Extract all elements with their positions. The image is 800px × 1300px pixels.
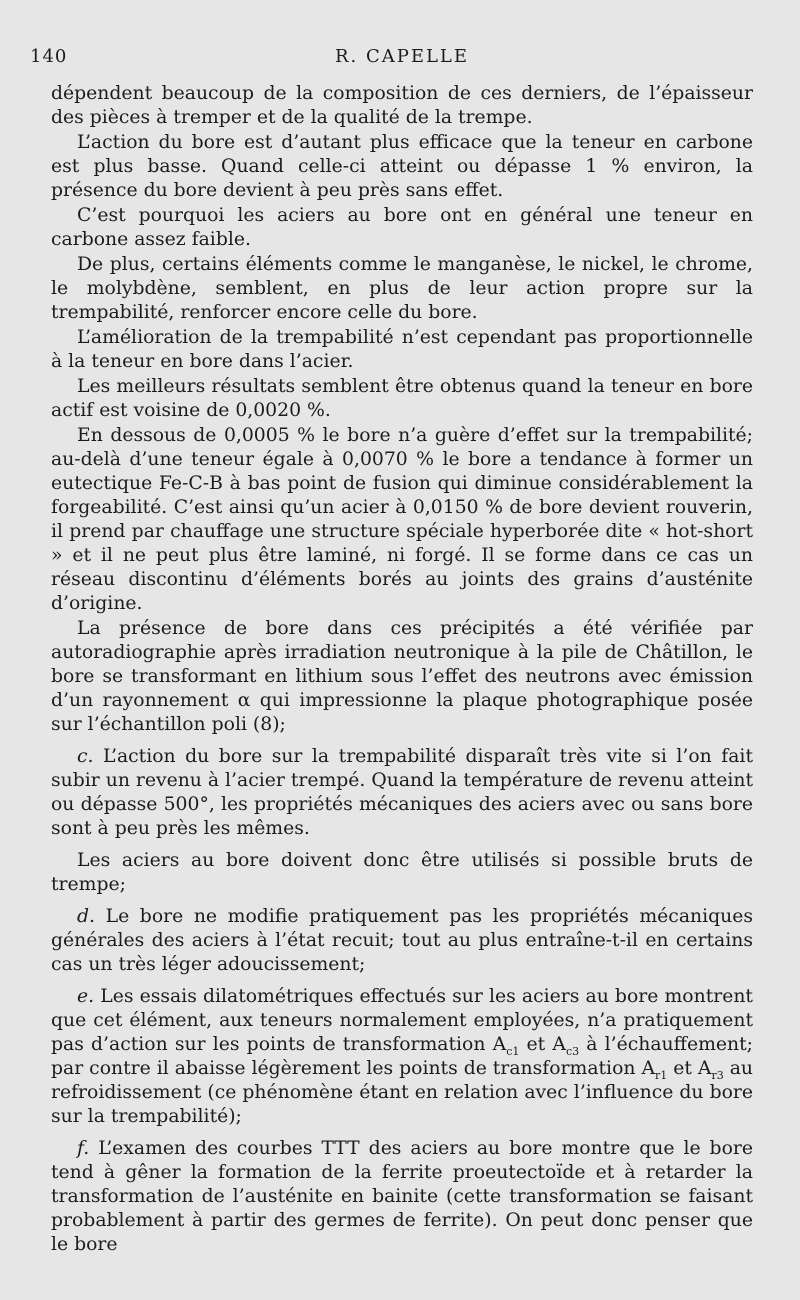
subscript-c3: c3 [565, 1044, 580, 1058]
paragraph-alloying-elements: De plus, certains éléments comme le manganèse, le nickel, le chrome, le molybdène, semblent, en plus de leur action propre sur la trempabilité, renforcer encore celle du bore. [51, 254, 753, 323]
list-text-e-part3: à l’échauffement; par contre il abaisse légèrement les points de transformation A [51, 1034, 754, 1079]
list-label-f: f. [77, 1138, 90, 1159]
subscript-r3: r3 [711, 1068, 724, 1082]
list-item-f [51, 1137, 753, 1257]
paragraph-proportionality: L’amélioration de la trempabilité n’est cependant pas proportionnelle à la teneur en bore dans l’acier. [51, 327, 753, 372]
list-text-e-part2: et A [519, 1034, 566, 1055]
list-item-e [51, 985, 753, 1129]
paragraph-boron-limits: En dessous de 0,0005 % le bore n’a guère d’effet sur la trempabilité; au-delà d’une teneur égale à 0,0070 % le bore a tendance à former un eutectique Fe-C-B à bas point de fusion qui diminue considérablement la forgeabilité. C’est ainsi qu’un acier à 0,0150 % de bore devient rouverin, il prend par chauffage une structure spéciale hyperborée dite « hot-short » et il ne peut plus être laminé, ni forgé. Il se forme dans ce cas un réseau discontinu d’éléments borés au joints des grains d’austénite d’origine. [51, 425, 753, 614]
list-label-c: c. [77, 746, 94, 767]
running-head [30, 40, 753, 74]
list-text-d: Le bore ne modifie pratiquement pas les propriétés mécaniques générales des aciers à l’état recuit; tout au plus entraîne-t-il en certains cas un très léger adoucissement; [51, 906, 753, 975]
paragraph-best-results: Les meilleurs résultats semblent être obtenus quand la teneur en bore actif est voisine de 0,0020 %. [51, 376, 753, 421]
subscript-c1: c1 [506, 1044, 520, 1058]
list-text-f: L’examen des courbes TTT des aciers au bore montre que le bore tend à gêner la formation de la ferrite proeutectoïde et à retarder la transformation de l’austénite en bainite (cette transformation se faisant probablement à partir des germes de ferrite). On peut donc penser que le bore [51, 1138, 753, 1255]
paragraph-autoradiography: La présence de bore dans ces précipités a été vérifiée par autoradiographie après irradiation neutronique à la pile de Châtillon, le bore se transformant en lithium sous l’effet des neutrons avec émission d’un rayonnement α qui impressionne la plaque photographique posée sur l’échantillon poli (8); [51, 618, 753, 735]
list-item-d [51, 905, 753, 977]
paragraph-low-carbon: C’est pourquoi les aciers au bore ont en général une teneur en carbone assez faible. [51, 205, 753, 250]
page-number: 140 [30, 46, 68, 67]
list-label-d: d. [77, 906, 95, 927]
body-text [51, 82, 753, 1257]
running-title: R. CAPELLE [334, 46, 470, 67]
subscript-r1: r1 [655, 1068, 668, 1082]
paragraph-carbon-effect: L’action du bore est d’autant plus efficace que la teneur en carbone est plus basse. Quand celle-ci atteint ou dépasse 1 % environ, la présence du bore devient à peu près sans effet. [51, 132, 753, 201]
list-text-c: L’action du bore sur la trempabilité disparaît très vite si l’on fait subir un revenu à l’acier trempé. Quand la température de revenu atteint ou dépasse 500°, les propriétés mécaniques des aciers avec ou sans bore sont à peu près les mêmes. [51, 746, 753, 839]
list-label-e: e. [77, 986, 95, 1007]
list-text-e-part4: et A [667, 1058, 712, 1079]
list-text-e-part1: Les essais dilatométriques effectués sur les aciers au bore montrent que cet élément, aux teneurs normalement employées, n’a pratiquement pas d’action sur les points de transformation A [51, 986, 753, 1055]
paragraph-continuation: dépendent beaucoup de la composition de ces derniers, de l’épaisseur des pièces à tremper et de la qualité de la trempe. [51, 83, 753, 128]
list-item-c [51, 745, 753, 841]
list-text-e-part5: au refroidissement (ce phénomène étant en relation avec l’influence du bore sur la trempabilité); [51, 1058, 754, 1127]
paragraph-untempered: Les aciers au bore doivent donc être utilisés si possible bruts de trempe; [51, 850, 753, 895]
